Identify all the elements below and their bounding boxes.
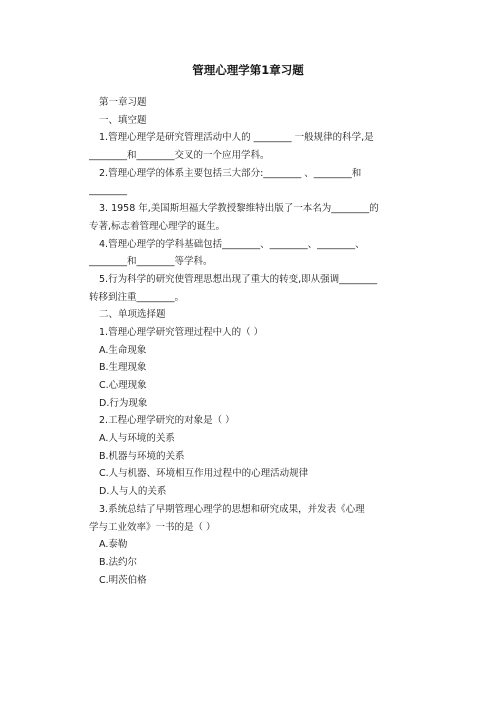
text-line: ________和________交叉的一个应用学科。 bbox=[89, 150, 270, 162]
text-line: 第一章习题 bbox=[99, 97, 147, 108]
text-line: 4.管理心理学的学科基础包括________、________、________、 bbox=[99, 238, 365, 250]
text-line: B.法约尔 bbox=[99, 556, 138, 568]
text-line: 学与工业效率》一书的是（ ） bbox=[89, 521, 216, 533]
text-line: B.生理现象 bbox=[99, 362, 147, 374]
text-line: D.人与人的关系 bbox=[99, 486, 167, 498]
text-line: 专著,标志着管理心理学的诞生。 bbox=[89, 220, 226, 232]
text-line: ________和________等学科。 bbox=[89, 256, 213, 268]
text-line: 3.系统总结了早期管理心理学的思想和研究成果，并发表《心理 bbox=[99, 503, 365, 515]
text-line: 2.工程心理学研究的对象是（ ） bbox=[99, 415, 235, 427]
text-line: 一、填空题 bbox=[99, 114, 147, 126]
text-line: 1.管理心理学研究管理过程中人的（ ） bbox=[99, 326, 264, 338]
text-line: 5.行为科学的研究使管理思想出现了重大的转变,即从强调________ bbox=[99, 273, 378, 285]
text-line: A.泰勒 bbox=[99, 539, 128, 551]
text-line: C.明茨伯格 bbox=[99, 574, 147, 586]
document-title: 管理心理学第1章习题 bbox=[192, 63, 304, 77]
text-line: 3. 1958 年,美国斯坦福大学教授黎维特出版了一本名为________的 bbox=[99, 203, 379, 215]
text-line: 2.管理心理学的体系主要包括三大部分:________ 、________和 bbox=[99, 167, 362, 179]
text-line: C.心理现象 bbox=[99, 380, 147, 391]
text-line: ________ bbox=[89, 185, 127, 197]
text-line: A.人与环境的关系 bbox=[99, 433, 175, 445]
document-body bbox=[89, 94, 423, 589]
text-line: C.人与机器、环境相互作用过程中的心理活动规律 bbox=[99, 468, 309, 480]
text-line: 转移到注重________。 bbox=[89, 291, 185, 303]
text-line: 二、单项选择题 bbox=[99, 309, 166, 321]
text-line: B.机器与环境的关系 bbox=[99, 450, 185, 462]
text-line: D.行为现象 bbox=[99, 397, 148, 409]
text-line: A.生命现象 bbox=[99, 344, 147, 356]
text-line: 1.管理心理学是研究管理活动中人的 ________ 一般规律的科学,是 bbox=[99, 132, 374, 144]
